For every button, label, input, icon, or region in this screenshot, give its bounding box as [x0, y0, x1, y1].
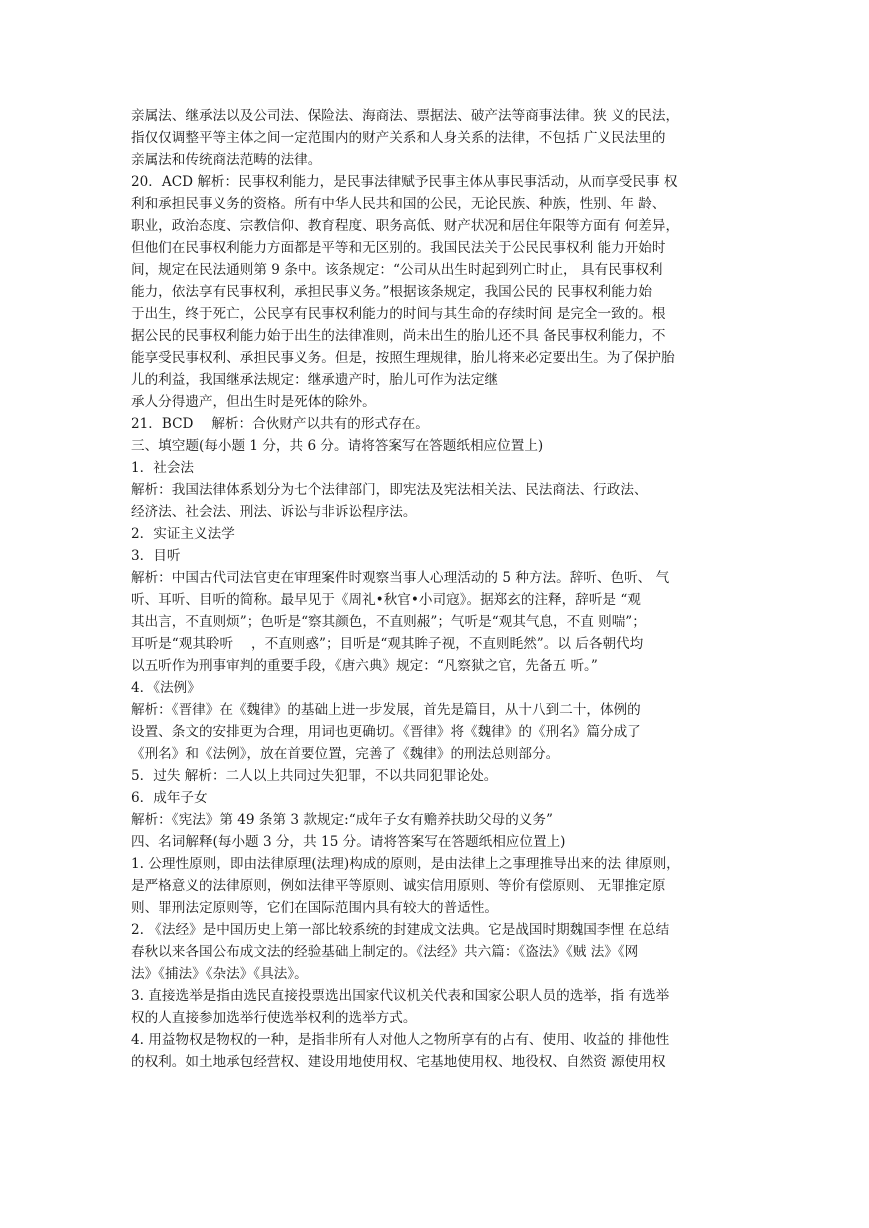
- text-line: 是严格意义的法律原则，例如法律平等原则、诚实信用原则、等价有偿原则、 无罪推定原: [131, 878, 666, 894]
- text-line: 《刑名》和《法例》，放在首要位置，完善了《魏律》的刑法总则部分。: [131, 746, 560, 762]
- text-line: 耳听是“观其聆听 ，不直则惑”；目听是“观其眸子视，不直则眊然”。以 后各朝代均: [131, 636, 644, 652]
- text-line: 春秋以来各国公布成文法的经验基础上制定的。《法经》共六篇：《盗法》《贼 法》《网: [131, 944, 639, 960]
- text-line: 法》《捕法》《杂法》《具法》。: [131, 966, 308, 982]
- section-heading: 四、名词解释(每小题 3 分，共 15 分。请将答案写在答题纸相应位置上): [131, 834, 566, 850]
- text-line: 承人分得遗产，但出生时是死体的除外。: [131, 394, 376, 410]
- text-line: 于出生，终于死亡，公民享有民事权利能力的时间与其生命的存续时间 是完全一致的。根: [131, 306, 666, 322]
- text-line: 亲属法和传统商法范畴的法律。: [131, 152, 322, 168]
- text-line: 指仅仅调整平等主体之间一定范围内的财产关系和人身关系的法律，不包括 广义民法里的: [131, 130, 666, 146]
- text-line: 以五听作为刑事审判的重要手段，《唐六典》规定：“凡察狱之官，先备五 听。”: [131, 658, 598, 674]
- text-line: 设置、条文的安排更为合理，用词也更确切。《晋律》将《魏律》的《刑名》篇分成了: [131, 724, 641, 740]
- text-line: 4. 用益物权是物权的一种，是指非所有人对他人之物所享有的占有、使用、收益的 排他性: [131, 1032, 670, 1048]
- text-line: 其出言，不直则烦”；色听是“察其颜色，不直则赧”；气听是“观其气息，不直 则喘”；: [131, 614, 646, 630]
- text-line: 能力，依法享有民事权利，承担民事义务。”根据该条规定，我国公民的 民事权利能力始: [131, 284, 653, 300]
- text-line: 经济法、社会法、刑法、诉讼与非诉讼程序法。: [131, 504, 417, 520]
- text-line: 亲属法、继承法以及公司法、保险法、海商法、票据法、破产法等商事法律。狭 义的民法，: [131, 108, 680, 124]
- text-line: 解析：我国法律体系划分为七个法律部门，即宪法及宪法相关法、民法商法、行政法、: [131, 482, 648, 498]
- text-line: 的权利。如土地承包经营权、建设用地使用权、宅基地使用权、地役权、自然资 源使用权: [131, 1054, 666, 1070]
- text-line: 解析：《宪法》第 49 条第 3 款规定:“成年子女有赡养扶助父母的义务”: [131, 812, 553, 828]
- text-line: 职业，政治态度、宗教信仰、教育程度、职务高低、财产状况和居住年限等方面有 何差异，: [131, 218, 680, 234]
- text-line: 能享受民事权利、承担民事义务。但是，按照生理规律，胎儿将来必定要出生。为了保护胎: [131, 350, 675, 366]
- text-line: 2. 《法经》是中国历史上第一部比较系统的封建成文法典。它是战国时期魏国李悝 在总结: [131, 922, 670, 938]
- text-line: 解析：中国古代司法官吏在审理案件时观察当事人心理活动的 5 种方法。辞听、色听、 气: [131, 570, 670, 586]
- section-heading: 三、填空题(每小题 1 分，共 6 分。请将答案写在答题纸相应位置上): [131, 438, 544, 454]
- text-line: 利和承担民事义务的资格。所有中华人民共和国的公民，无论民族、种族，性别、年 龄、: [131, 196, 666, 212]
- text-line: 儿的利益，我国继承法规定：继承遗产时，胎儿可作为法定继: [131, 372, 499, 388]
- text-line: 但他们在民事权利能力方面都是平等和无区别的。我国民法关于公民民事权利 能力开始时: [131, 240, 666, 256]
- text-line: 解析：《晋律》在《魏律》的基础上进一步发展，首先是篇目，从十八到二十，体例的: [131, 702, 641, 718]
- text-line: 20．ACD 解析：民事权利能力，是民事法律赋予民事主体从事民事活动，从而享受民事 权: [131, 174, 678, 190]
- text-line: 1. 公理性原则，即由法律原理(法理)构成的原则，是由法律上之事理推导出来的法 律原则，: [131, 856, 680, 872]
- document-body: [131, 105, 741, 1073]
- text-line: 则、罪刑法定原则等，它们在国际范围内具有较大的普适性。: [131, 900, 499, 916]
- text-line: 2．实证主义法学: [131, 526, 235, 542]
- text-line: 4．《法例》: [131, 680, 201, 696]
- text-line: 据公民的民事权利能力始于出生的法律准则，尚未出生的胎儿还不具 备民事权利能力，不: [131, 328, 666, 344]
- text-line: 6．成年子女: [131, 790, 208, 806]
- text-line: 21．BCD 解析：合伙财产以共有的形式存在。: [131, 416, 429, 432]
- text-line: 间，规定在民法通则第 9 条中。该条规定：“公司从出生时起到列亡时止， 具有民事权利: [131, 262, 663, 278]
- text-line: 听、耳听、目听的简称。最早见于《周礼•秋官•小司寇》。据郑玄的注释，辞听是 “观: [131, 592, 641, 608]
- text-line: 3. 直接选举是指由选民直接投票选出国家代议机关代表和国家公职人员的选举，指 有选举: [131, 988, 670, 1004]
- text-line: 权的人直接参加选举行使选举权利的选举方式。: [131, 1010, 417, 1026]
- text-line: 1．社会法: [131, 460, 195, 476]
- text-line: 5．过失 解析：二人以上共同过失犯罪，不以共同犯罪论处。: [131, 768, 498, 784]
- text-line: 3．目听: [131, 548, 181, 564]
